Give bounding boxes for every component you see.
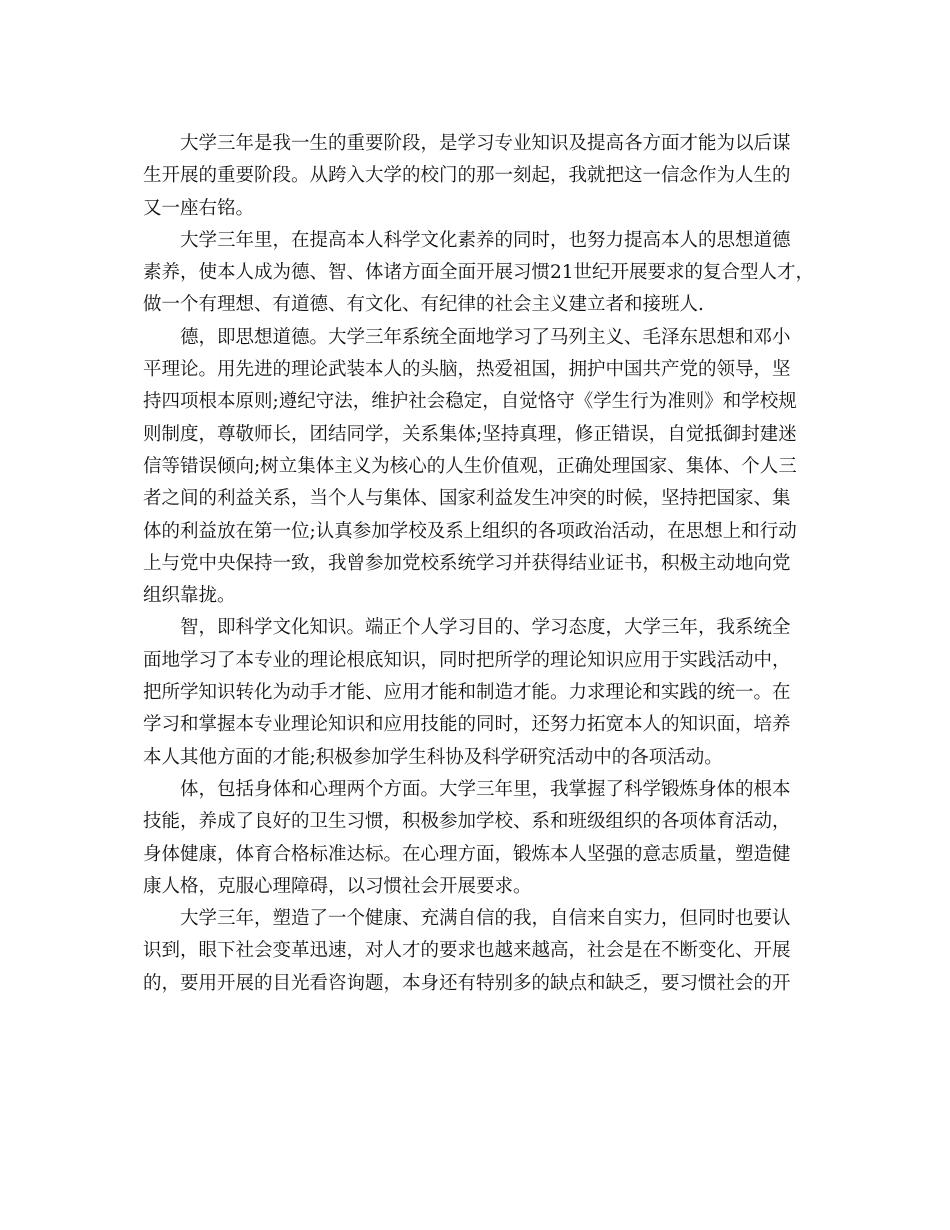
paragraph-4: [143, 612, 811, 773]
text-line: 智，即科学文化知识。端正个人学习目的、学习态度，大学三年，我系统全: [180, 617, 791, 639]
paragraph-6: [143, 903, 811, 1000]
text-line: 的，要用开展的目光看咨询题，本身还有特别多的缺点和缺乏，要习惯社会的开: [143, 972, 791, 994]
text-line: 则制度，尊敬师长，团结同学，关系集体;坚持真理，修正错误，自觉抵御封建迷: [143, 423, 797, 445]
text-line: 大学三年里，在提高本人科学文化素养的同时，也努力提高本人的思想道德: [180, 229, 791, 251]
text-line: 体的利益放在第一位;认真参加学校及系上组织的各项政治活动，在思想上和行动: [143, 520, 797, 542]
text-line: 学习和掌握本专业理论知识和应用技能的同时，还努力拓宽本人的知识面，培养: [143, 714, 791, 736]
text-line: 大学三年是我一生的重要阶段，是学习专业知识及提高各方面才能为以后谋: [180, 133, 791, 154]
paragraph-2: [143, 225, 815, 322]
text-line: 信等错误倾向;树立集体主义为核心的人生价值观，正确处理国家、集体、个人三: [143, 455, 797, 477]
paragraph-3: [143, 322, 811, 613]
text-line: 面地学习了本专业的理论根底知识，同时把所学的理论知识应用于实践活动中，: [143, 649, 791, 671]
text-line: 持四项根本原则;遵纪守法，维护社会稳定，自觉恪守《学生行为准则》和学校规: [143, 391, 797, 413]
text-line: 德，即思想道德。大学三年系统全面地学习了马列主义、毛泽东思想和邓小: [180, 326, 791, 348]
text-line: 生开展的重要阶段。从跨入大学的校门的那一刻起，我就把这一信念作为人生的: [143, 165, 791, 187]
text-line: 素养，使本人成为德、智、体诸方面全面开展习惯21世纪开展要求的复合型人才，: [143, 262, 815, 284]
paragraph-5: [143, 774, 811, 903]
paragraph-1: [143, 128, 811, 225]
text-line: 身体健康，体育合格标准达标。在心理方面，锻炼本人坚强的意志质量，塑造健: [143, 843, 791, 865]
text-line: 把所学知识转化为动手才能、应用才能和制造才能。力求理论和实践的统一。在: [143, 682, 791, 704]
text-line: 者之间的利益关系，当个人与集体、国家利益发生冲突的时候，坚持把国家、集: [143, 488, 791, 510]
text-line: 本人其他方面的才能;积极参加学生科协及科学研究活动中的各项活动。: [143, 746, 723, 768]
text-line: 上与党中央保持一致，我曾参加党校系统学习并获得结业证书，积极主动地向党: [143, 552, 791, 574]
text-line: 识到，眼下社会变革迅速，对人才的要求也越来越高，社会是在不断变化、开展: [143, 940, 791, 962]
text-line: 平理论。用先进的理论武装本人的头脑，热爱祖国，拥护中国共产党的领导，坚: [143, 359, 791, 381]
document-body: [143, 128, 815, 1000]
text-line: 技能，养成了良好的卫生习惯，积极参加学校、系和班级组织的各项体育活动，: [143, 811, 791, 833]
text-line: 体，包括身体和心理两个方面。大学三年里，我掌握了科学锻炼身体的根本: [180, 778, 791, 800]
text-line: 大学三年，塑造了一个健康、充满自信的我，自信来自实力，但同时也要认: [180, 908, 791, 930]
text-line: 康人格，克服心理障碍，以习惯社会开展要求。: [143, 875, 532, 897]
text-line: 做一个有理想、有道德、有文化、有纪律的社会主义建立者和接班人.: [143, 294, 704, 316]
text-line: 又一座右铭。: [143, 197, 255, 219]
text-line: 组织靠拢。: [143, 585, 236, 607]
